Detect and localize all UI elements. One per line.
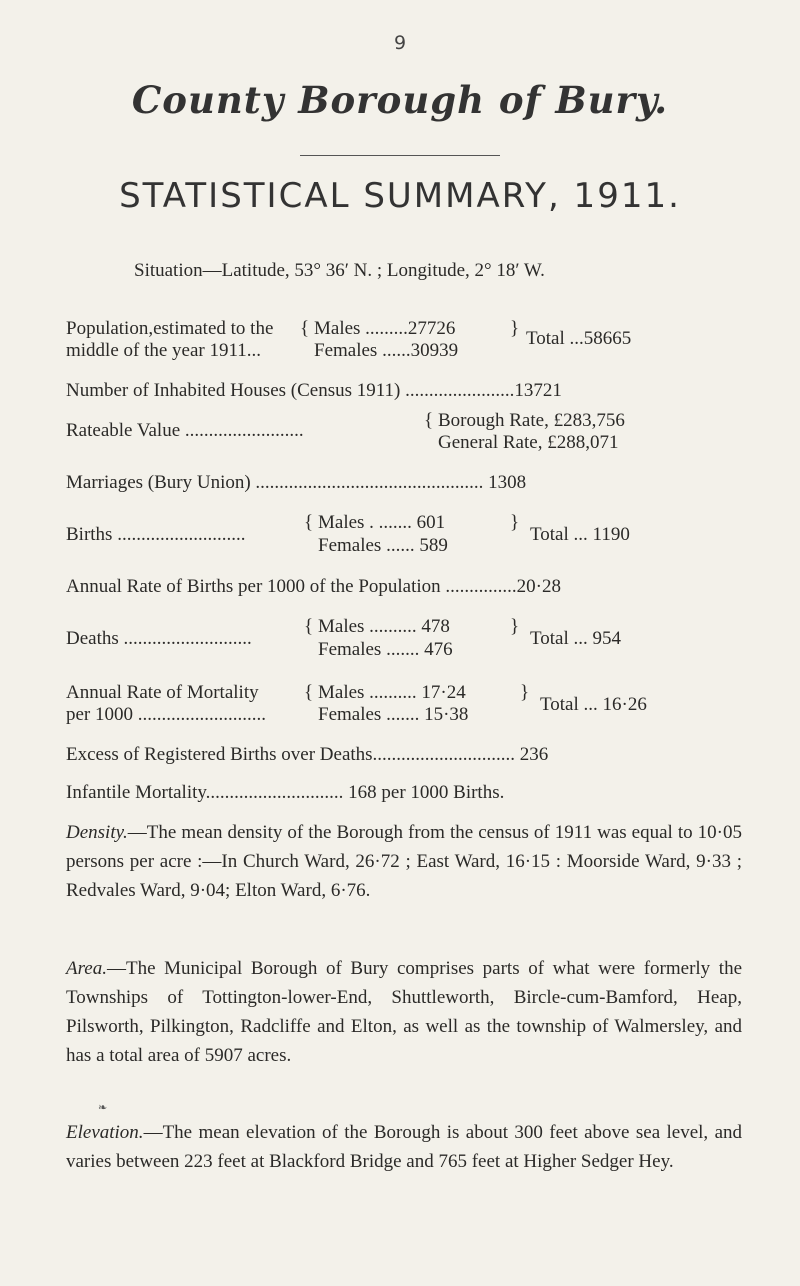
mortality-total: Total ... 16·26 <box>540 694 647 715</box>
mortality-males: Males .......... 17·24 <box>318 682 466 703</box>
area-paragraph <box>66 954 742 1070</box>
population-close-brace: } <box>510 318 520 339</box>
deaths-close-brace: } <box>510 616 520 637</box>
marriages-line: Marriages (Bury Union) ................................................ 1308 <box>66 472 527 493</box>
infantile-line: Infantile Mortality............................. 168 per 1000 Births. <box>66 782 505 803</box>
area-text: —The Municipal Borough of Bury comprises parts of what were formerly the Townships of Tottington-lower-End, Shuttleworth, Bircle-cum-Bamford, Heap, Pilsworth, Pilkington, Radcliffe and Elton, as well as the township of Walmersley, and has a total area of 5907 acres. <box>66 958 742 1066</box>
deaths-females: Females ....... 476 <box>318 639 453 660</box>
population-label-2: middle of the year 1911... <box>66 340 262 361</box>
situation-line: Situation—Latitude, 53° 36′ N. ; Longitude, 2° 18′ W. <box>134 260 545 281</box>
density-text: —The mean density of the Borough from the census of 1911 was equal to 10·05 persons per acre :—In Church Ward, 26·72 ; East Ward, 16·15 : Moorside Ward, 9·33 ; Redvales Ward, 9·04; Elton Ward, 6·76. <box>66 822 742 901</box>
density-heading: Density. <box>66 822 128 843</box>
ornament-icon: ❧ <box>98 1102 108 1114</box>
divider-rule <box>300 155 500 156</box>
mortality-label-1: Annual Rate of Mortality <box>66 682 259 703</box>
mortality-females: Females ....... 15·38 <box>318 704 469 725</box>
mortality-brace: { <box>304 682 314 703</box>
density-paragraph <box>66 818 742 905</box>
births-females: Females ...... 589 <box>318 535 448 556</box>
elevation-heading: Elevation. <box>66 1122 144 1143</box>
births-males: Males . ....... 601 <box>318 512 446 533</box>
mortality-close-brace: } <box>520 682 530 703</box>
general-rate: General Rate, £288,071 <box>438 432 619 453</box>
births-total: Total ... 1190 <box>530 524 630 545</box>
birth-rate-line: Annual Rate of Births per 1000 of the Population ...............20·28 <box>66 576 561 597</box>
deaths-total: Total ... 954 <box>530 628 622 649</box>
population-males: Males .........27726 <box>314 318 456 339</box>
rateable-brace: { <box>424 410 434 431</box>
deaths-males: Males .......... 478 <box>318 616 450 637</box>
population-label-1: Population,estimated to the <box>66 318 274 339</box>
page-title: STATISTICAL SUMMARY, 1911. <box>119 176 681 216</box>
deaths-brace: { <box>304 616 314 637</box>
excess-line: Excess of Registered Births over Deaths.............................. 236 <box>66 744 549 765</box>
houses-line: Number of Inhabited Houses (Census 1911) .......................13721 <box>66 380 562 401</box>
deaths-label: Deaths ........................... <box>66 628 252 649</box>
borough-rate: Borough Rate, £283,756 <box>438 410 625 431</box>
page-number: 9 <box>393 32 407 54</box>
births-close-brace: } <box>510 512 520 533</box>
mortality-label-2: per 1000 ........................... <box>66 704 267 725</box>
rateable-label: Rateable Value ......................... <box>66 420 304 441</box>
births-label: Births ........................... <box>66 524 246 545</box>
elevation-text: —The mean elevation of the Borough is about 300 feet above sea level, and varies between 223 feet at Blackford Bridge and 765 feet at Higher Sedger Hey. <box>66 1122 742 1172</box>
area-heading: Area. <box>66 958 107 979</box>
elevation-paragraph <box>66 1118 742 1176</box>
borough-heading: County Borough of Bury. <box>131 78 669 122</box>
population-total: Total ...58665 <box>526 328 632 349</box>
population-brace: { <box>300 318 310 339</box>
population-females: Females ......30939 <box>314 340 459 361</box>
births-brace: { <box>304 512 314 533</box>
